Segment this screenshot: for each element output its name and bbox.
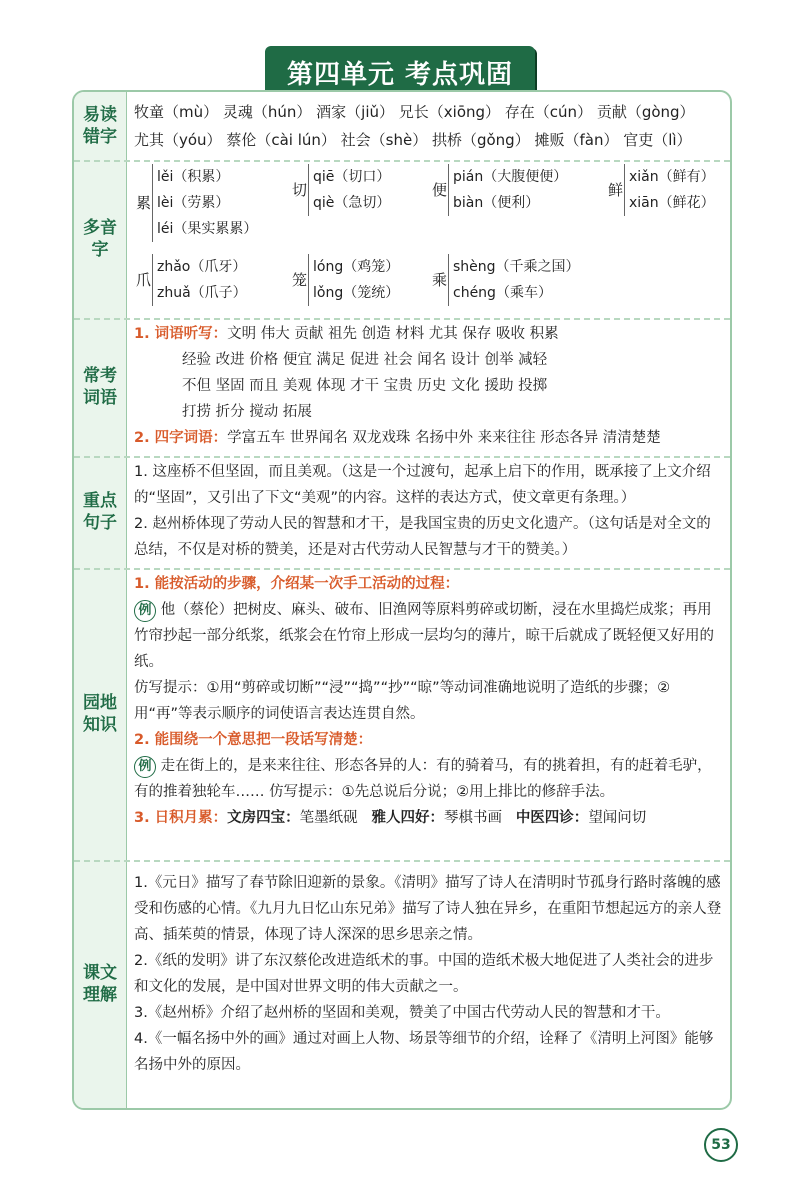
section-label: 多音字 xyxy=(83,218,117,260)
writing-tip: 仿写提示：①用“剪碎或切断”“浸”“捣”“抄”“晾”等动词准确地说明了造纸的步骤；②用“再”等表示顺序的词使语言表达连贯自然。 xyxy=(134,680,671,722)
poly-char: 鲜 xyxy=(608,181,624,199)
section-label: 易读错字 xyxy=(83,105,117,147)
example-text: 他（蔡伦）把树皮、麻头、破布、旧渔网等原料剪碎或切断，浸在水里捣烂成浆；再用竹帘抄起一部分纸浆，纸浆会在竹帘上形成一层均匀的薄片，晾干后就成了既轻便又好用的纸。 xyxy=(134,602,714,670)
example-text: 走在街上的，是来来往往、形态各异的人：有的骑着马，有的挑着担，有的赶着毛驴，有的推着独轮车…… xyxy=(134,758,712,800)
example-badge: 例 xyxy=(134,600,156,622)
poly-reading: lèi（劳累） xyxy=(157,195,230,211)
accumulation-value: 望闻问切 xyxy=(588,810,647,826)
section-key-sentences xyxy=(74,456,730,570)
poly-reading: lěi（积累） xyxy=(157,169,230,185)
poly-reading: zhǎo（爪牙） xyxy=(157,259,247,275)
key-sentence: 1. 这座桥不但坚固，而且美观。（这是一个过渡句，起承上启下的作用，既承接了上文介绍的“坚固”，又引出了下文“美观”的内容。这样的表达方式，使文章更有条理。） xyxy=(134,464,711,506)
section-label: 重点句子 xyxy=(83,491,117,533)
poly-char: 便 xyxy=(432,181,448,199)
accumulation-value: 笔墨纸砚 xyxy=(299,810,358,826)
poly-char: 爪 xyxy=(136,271,152,289)
word-line: 牧童（mù） 灵魂（hún） 酒家（jiǔ） 兄长（xiōng） 存在（cún） 贡献（gòng） xyxy=(134,103,695,121)
section-polyphones xyxy=(74,160,730,320)
word-list: 不但 坚固 而且 美观 体现 才干 宝贵 历史 文化 援助 投掷 xyxy=(182,378,548,394)
knowledge-heading: 1. 能按活动的步骤，介绍某一次手工活动的过程： xyxy=(134,576,460,592)
writing-tip: 仿写提示：①先总说后分说；②用上排比的修辞手法。 xyxy=(269,784,615,800)
poly-char: 笼 xyxy=(292,271,308,289)
section-garden-knowledge xyxy=(74,568,730,862)
example-badge: 例 xyxy=(134,756,156,778)
word-list: 经验 改进 价格 便宜 满足 促进 社会 闻名 设计 创举 减轻 xyxy=(182,352,548,368)
page-title: 第四单元 考点巩固 xyxy=(265,46,535,99)
idiom-heading: 2. 四字词语： xyxy=(134,430,228,446)
poly-reading: chéng（乘车） xyxy=(453,285,552,301)
section-easy-misread xyxy=(74,92,730,162)
section-label: 课文理解 xyxy=(83,963,117,1005)
knowledge-heading: 3. 日积月累： xyxy=(134,810,228,826)
poly-reading: xiǎn（鲜有） xyxy=(629,169,715,185)
poly-reading: lóng（鸡笼） xyxy=(313,259,400,275)
review-table xyxy=(72,90,732,1110)
poly-char: 切 xyxy=(292,181,308,199)
understanding-item: 1.《元日》描写了春节除旧迎新的景象。《清明》描写了诗人在清明时节孤身行路时落魄的感受和伤感的心情。《九月九日忆山东兄弟》描写了诗人独在异乡，在重阳节想起远方的亲人登高、插茱萸的情景，体现了诗人深深的思乡思亲之情。 xyxy=(134,875,722,943)
accumulation-value: 琴棋书画 xyxy=(443,810,502,826)
poly-reading: qiè（急切） xyxy=(313,195,391,211)
poly-reading: léi（果实累累） xyxy=(157,221,258,237)
understanding-item: 4.《一幅名扬中外的画》通过对画上人物、场景等细节的介绍，诠释了《清明上河图》能够名扬中外的原因。 xyxy=(134,1031,714,1073)
section-label: 园地知识 xyxy=(83,693,117,735)
poly-reading: lǒng（笼统） xyxy=(313,285,400,301)
word-list: 文明 伟大 贡献 祖先 创造 材料 尤其 保存 吸收 积累 xyxy=(227,326,559,342)
poly-reading: qiē（切口） xyxy=(313,169,391,185)
dictation-heading: 1. 词语听写： xyxy=(134,326,228,342)
accumulation-key: 文房四宝： xyxy=(227,810,300,826)
poly-reading: xiān（鲜花） xyxy=(629,195,715,211)
accumulation-key: 雅人四好： xyxy=(371,810,444,826)
section-text-understanding xyxy=(74,860,730,1108)
word-list: 打捞 折分 搅动 拓展 xyxy=(182,404,312,420)
poly-char: 乘 xyxy=(432,271,448,289)
page-number: 53 xyxy=(704,1128,738,1162)
word-line: 尤其（yóu） 蔡伦（cài lún） 社会（shè） 拱桥（gǒng） 摊贩（fàn） 官吏（lì） xyxy=(134,131,692,149)
poly-char: 累 xyxy=(136,194,152,212)
accumulation-key: 中医四诊： xyxy=(515,810,589,826)
idiom-list: 学富五车 世界闻名 双龙戏珠 名扬中外 来来往往 形态各异 清清楚楚 xyxy=(227,430,661,446)
key-sentence: 2. 赵州桥体现了劳动人民的智慧和才干，是我国宝贵的历史文化遗产。（这句话是对全文的总结，不仅是对桥的赞美，还是对古代劳动人民智慧与才干的赞美。） xyxy=(134,516,711,558)
poly-reading: zhuǎ（爪子） xyxy=(157,285,247,301)
understanding-item: 2.《纸的发明》讲了东汉蔡伦改进造纸术的事。中国的造纸术极大地促进了人类社会的进步和文化的发展，是中国对世界文明的伟大贡献之一。 xyxy=(134,953,714,995)
poly-reading: pián（大腹便便） xyxy=(453,169,568,185)
understanding-item: 3.《赵州桥》介绍了赵州桥的坚固和美观，赞美了中国古代劳动人民的智慧和才干。 xyxy=(134,1005,670,1021)
section-common-words xyxy=(74,318,730,458)
poly-reading: biàn（便利） xyxy=(453,195,540,211)
poly-reading: shèng（千乘之国） xyxy=(453,259,580,275)
knowledge-heading: 2. 能围绕一个意思把一段话写清楚： xyxy=(134,732,373,748)
section-label: 常考词语 xyxy=(83,366,117,408)
